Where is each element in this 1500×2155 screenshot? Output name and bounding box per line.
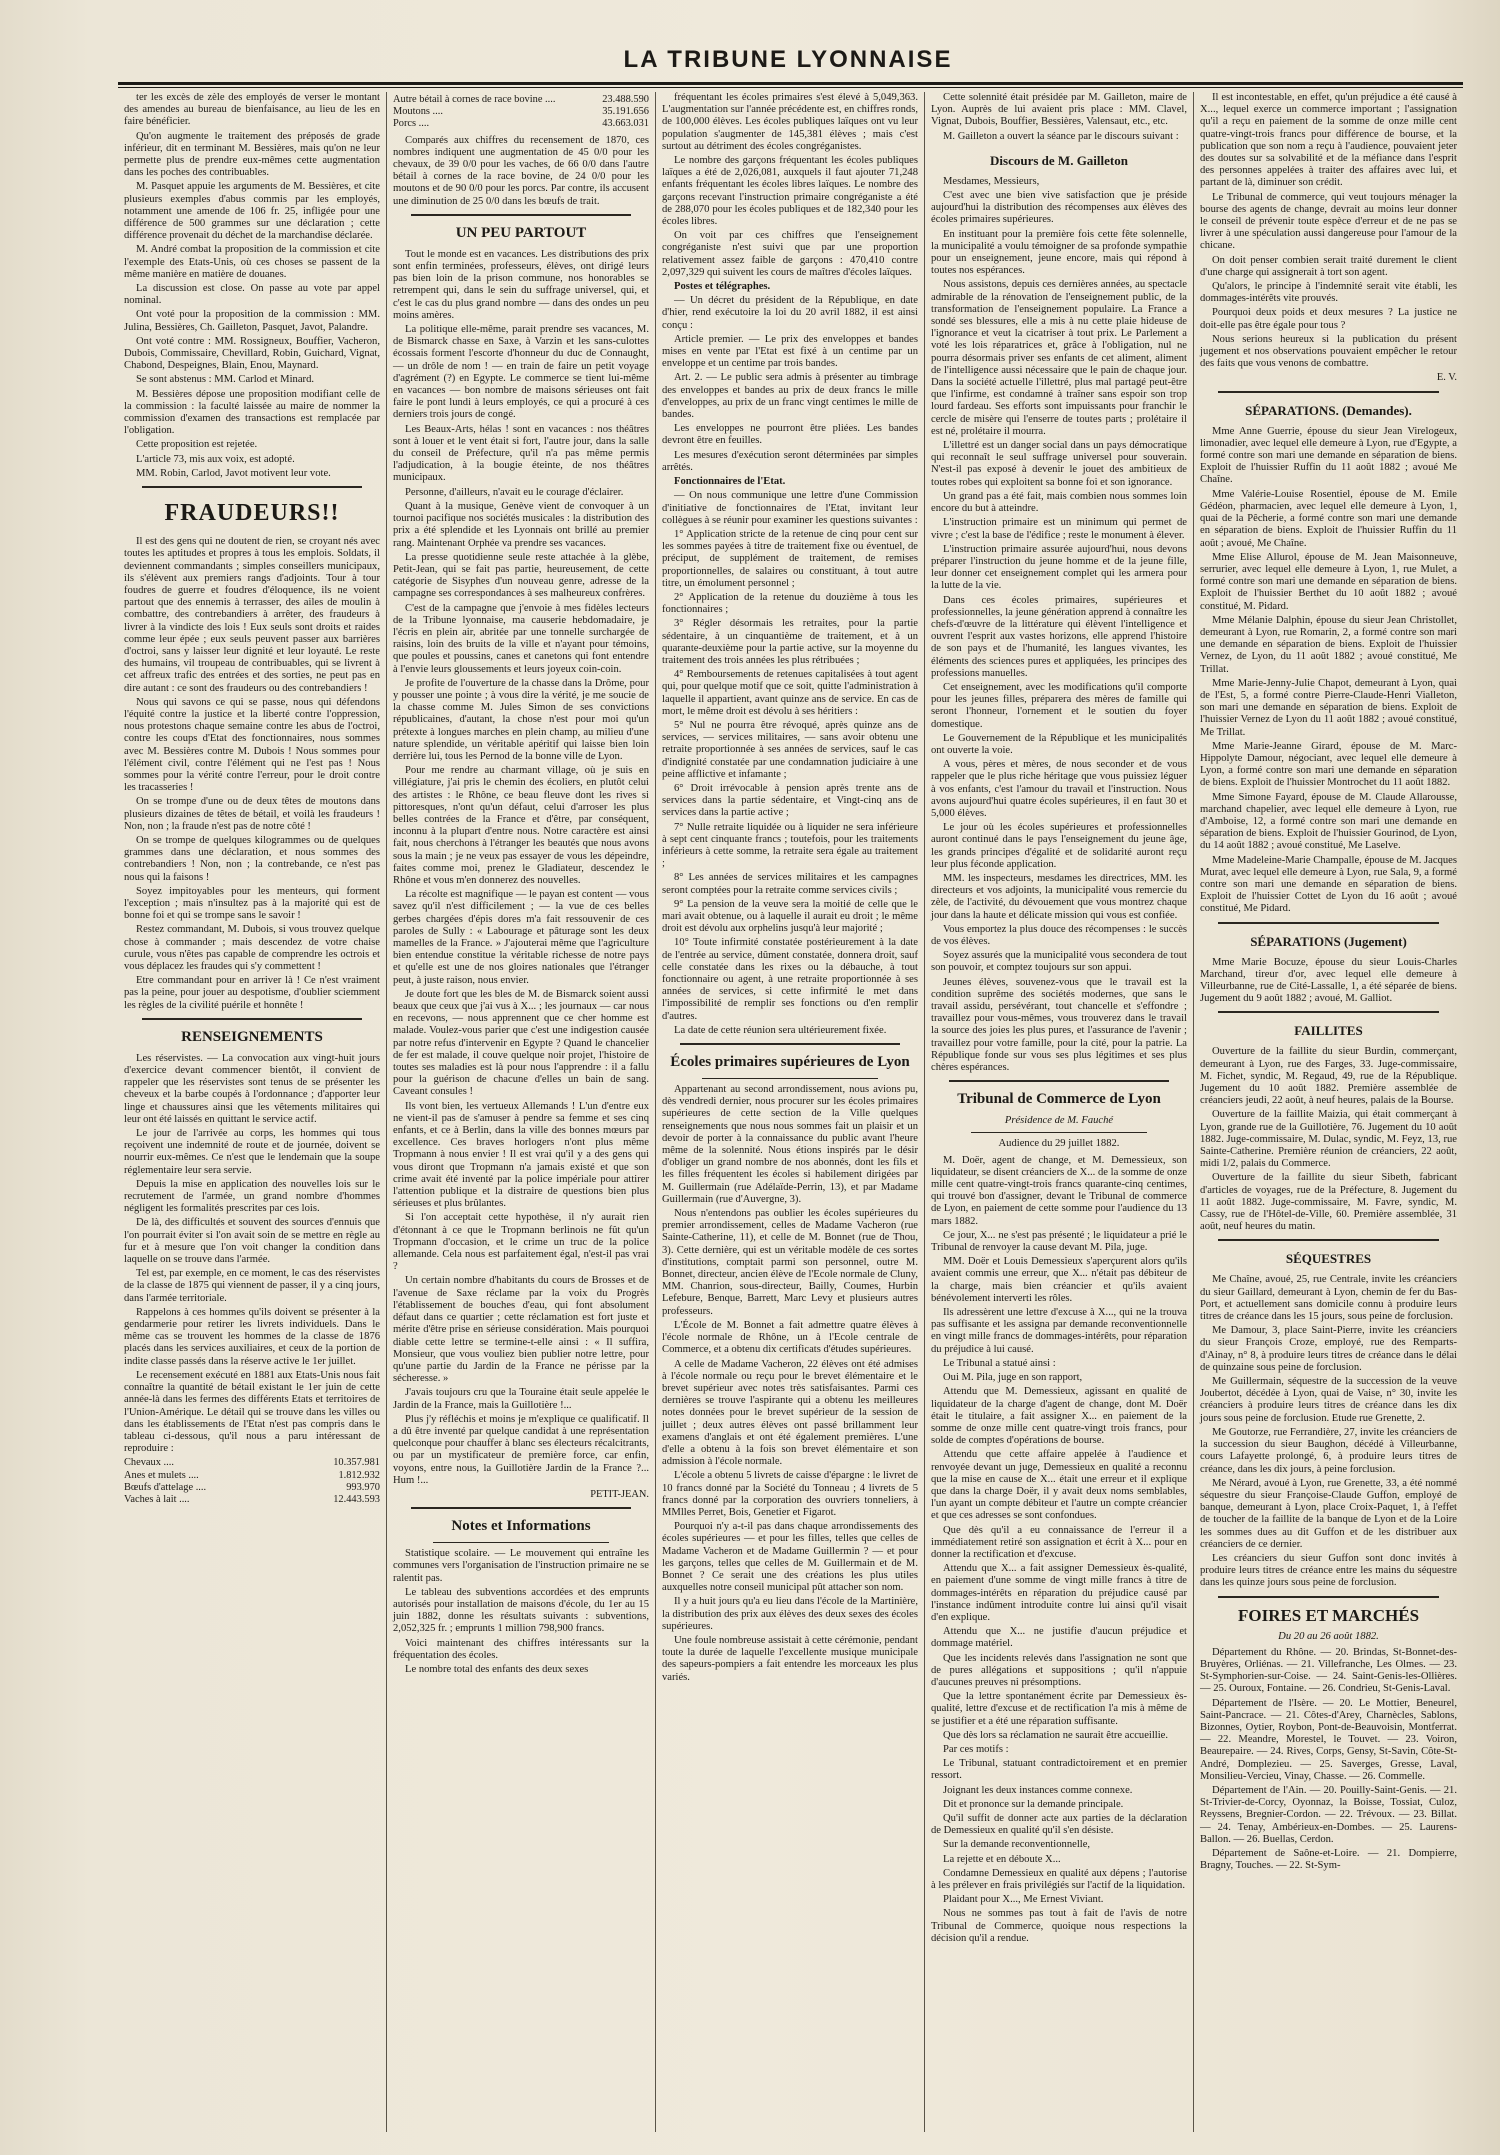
paragraph: 1° Application stricte de la retenue de cinq pour cent sur les sommes payées à titre de traitement fixe ou éventuel, de préciput, de supplément de traitement, de remises proportionnelles, de salaires ou constituant, à tout autre titre, un émolument personnel ; (662, 528, 918, 589)
paragraph: Les enveloppes ne pourront être pliées. Les bandes devront être en feuilles. (662, 423, 918, 447)
paragraph: Le Tribunal, statuant contradictoirement et en premier ressort. (931, 1758, 1187, 1782)
paragraph: Nous n'entendons pas oublier les écoles supérieures du premier arrondissement, celles de Madame Vacheron (rue Sainte-Catherine, 11), et celle de M. Bonnet (rue de Thou, 3). Cette dernière, qui est un véritable modèle de ces sortes d'institutions, comptait parmi son personnel, outre M. Bonnet, directeur, ancien élève de l'Ecole normale de Cluny, MM. Chanrion, sous-directeur, Bailly, Coumes, Hurbin Lefebure, Benque, Barrett, Marc Levy et plusieurs autres professeurs. (662, 1208, 918, 1317)
paragraph: Je profite de l'ouverture de la chasse dans la Drôme, pour y pousser une pointe ; à vous dire la vérité, je me soucie de la chasse comme M. Jules Simon de ses convictions républicaines, d'autant, la chose n'est pour moi qu'un prétexte à longues marches en plein champ, au milieu d'une nature splendide, un véritable apéritif qui laisse bien loin derrière lui, tous les Pernod de la bonne ville de Lyon. (393, 677, 649, 762)
stats-label: Chevaux .... (124, 1457, 174, 1469)
paragraph: Pourquoi n'y a-t-il pas dans chaque arrondissements des écoles supérieures — et pour les filles, telles que celles de Madame Vacheron et de Madame Guillermin ? — et pour les garçons, telles que celles de M. Guillermain et de M. Bonnet ? Ce serait une des créations les plus utiles auxquelles notre conseil municipal pût attacher son nom. (662, 1521, 918, 1594)
stats-row (124, 1482, 380, 1494)
paragraph: Restez commandant, M. Dubois, si vous trouvez quelque chose à commander ; mais descendez de votre chaise curule, vous n'êtes pas capable de comprendre les octrois et vous déplacez les fraudes qui s'y commettent ! (124, 924, 380, 972)
paragraph: Sur la demande reconventionnelle, (943, 1839, 1091, 1851)
tribunal-date: Audience du 29 juillet 1882. (998, 1138, 1120, 1150)
stats-row (393, 118, 649, 130)
paragraph: Mme Mélanie Dalphin, épouse du sieur Jean Christollet, demeurant à Lyon, rue Romarin, 2, a formé contre son mari une demande en séparation de biens. Exploit de l'huissier Vernez, de Lyon, du 11 août 1882 ; avoué constitué, Me Trillat. (1200, 614, 1457, 675)
paragraph: Nous assistons, depuis ces dernières années, au spectacle admirable de la rénovation de l'enseignement public, de la transformation de l'enseignement populaire. La France a sondé ses blessures, elle a mis à nu cette plaie hideuse de l'ignorance et veut la cicatriser à tout prix. Le Parlement a voté les lois réparatrices et, grâce à l'obligation, nul ne pourra désormais priver ses enfants de cet aliment, aliment de l'intelligence aussi nécessaire que le pain de chaque jour. Dans la société actuelle l'illettré, plus mal partagé peut-être que l'infirme, est condamné à traîner sans espoir son trop lourd fardeau. Ses efforts sont impuissants pour franchir le cercle de misère qui l'enserre de toutes parts ; prolétaire il est né, prolétaire il mourra. (931, 279, 1187, 437)
paragraph: Attendu que X... ne justifie d'aucun préjudice et dommage matériel. (931, 1626, 1187, 1650)
paragraph: Plaidant pour X..., Me Ernest Viviant. (943, 1894, 1104, 1906)
column-2 (387, 92, 656, 2132)
paragraph: Le Tribunal a statué ainsi : (943, 1357, 1056, 1369)
fonct-lead: Fonctionnaires de l'Etat. (674, 476, 786, 488)
paragraph: L'article 73, mis aux voix, est adopté. (136, 453, 295, 465)
paragraph: Ouverture de la faillite Maizia, qui était commerçant à Lyon, grande rue de la Guillotière, 76. Jugement du 10 août 1882. Juge-commissaire, M. Dulac, syndic, M. Feyz, 13, rue Sainte-Catherine. Première réunion de créanciers, 22 août, midi 1/2, palais du Commerce. (1200, 1109, 1457, 1170)
paragraph: On doit penser combien serait traité durement le client d'une charge qui assignerait à tort son agent. (1200, 254, 1457, 278)
stats-value: 35.191.656 (602, 106, 649, 118)
paragraph: Mme Marie-Jeanne Girard, épouse de M. Marc-Hippolyte Damour, négociant, avec lequel elle demeure à Lyon, a formé contre son mari une demande en séparation de biens. Exploit de l'huissier Montrochet du 11 août 1882. (1200, 740, 1457, 789)
divider (1218, 391, 1439, 393)
foires-list (1200, 1647, 1457, 1873)
paragraph: Ils vont bien, les vertueux Allemands ! L'un d'entre eux ne vient-il pas de s'amuser à pendre sa femme et ses cinq enfants, et ce à Berlin, dans la ville des bonnes mœurs par excellence. Ces braves horlogers n'ont plus même Tropmann à nous envier ! Il est vrai qu'il y a des gens qui vous diront que Tropmann n'a jamais existé et que son crime avait été inventé par la police impériale pour attirer l'attention publique et la distraire de questions bien plus sérieuses et plus brûlantes. (393, 1100, 649, 1210)
separations-jugement-list (1200, 957, 1457, 1006)
paragraph: Jeunes élèves, souvenez-vous que le travail est la condition suprême des sociétés modernes, que sans le travail assidu, persévérant, tout chancelle et s'effondre ; travaillez pour vous-mêmes, vous trouverez dans le travail la source des joies les plus pures, et l'assurance de l'avenir ; travaillez pour votre famille, pour la cité, pour la patrie. La République fonde sur vous ses plus légitimes et ses plus chères espérances. (931, 976, 1187, 1074)
col1-intro (124, 92, 380, 480)
paragraph: 6° Droit irrévocable à pension après trente ans de services dans la partie sédentaire, et Vingt-cinq ans de services dans la partie active ; (662, 782, 918, 819)
stats-label: Autre bétail à cornes de race bovine .... (393, 94, 556, 105)
paragraph: Article premier. — Le prix des enveloppes et bandes mises en vente par l'Etat est fixé à un centime par un enveloppe et un centime par trois bandes. (662, 333, 918, 370)
paragraph: Ils adressèrent une lettre d'excuse à X..., qui ne la trouva pas suffisante et les assigna par demande reconventionnelle en vingt mille francs de dommages-intérêts, pour réparation du préjudice à lui causé. (931, 1307, 1187, 1355)
faillites-title: FAILLITES (1294, 1023, 1363, 1039)
paragraph: Le Gouvernement de la République et les municipalités ont ouverte la voie. (931, 732, 1187, 756)
paragraph: On se trompe de quelques kilogrammes ou de quelques grammes dans une déclaration, et nous sommes des contrebandiers ! Non, non ; la contrebande, ce n'est pas nous qui la faisons ! (124, 834, 380, 883)
paragraph: A celle de Madame Vacheron, 22 élèves ont été admises à l'école normale ou reçu pour le brevet élémentaire et le brevet supérieur avec notes très satisfaisantes. Parmi ces dernières se trouve l'aspirante qui a obtenu les meilleures notes données pour le brevet supérieur de la session de juillet ; deux autres élèves ont passé brillamment leur examens d'anglais et ont été également premières. L'une d'elle a obtenu à la fois son brevet élémentaire et son admission à l'école normale. (662, 1358, 918, 1468)
paragraph: Vous emportez la plus douce des récompenses : le succès de vos élèves. (931, 923, 1187, 947)
masthead-rule (118, 82, 1463, 85)
paragraph: Les créanciers du sieur Guffon sont donc invités à produire leurs titres de créance entre les mains du séquestre dans les quinze jours sous peine de forclusion. (1200, 1552, 1457, 1589)
paragraph: Depuis la mise en application des nouvelles lois sur le recrutement de l'armée, un grand nombre d'hommes négligent les formalités prescrites par ces lois. (124, 1178, 380, 1215)
stats-value: 23.488.590 (602, 94, 649, 105)
postes-lead: Postes et télégraphes. (674, 281, 771, 293)
paragraph: — Un décret du président de la République, en date d'hier, rend exécutoire la loi du 20 avril 1882, il est ainsi conçu : (662, 295, 918, 331)
divider (433, 1542, 609, 1543)
stats-row (124, 1457, 380, 1469)
paragraph: La discussion est close. On passe au vote par appel nominal. (124, 283, 380, 307)
paragraph: Plus j'y réfléchis et moins je m'explique ce qualificatif. Il a dû être inventé par quelque candidat à une représentation quelconque pour chauffer à blanc ses électeurs récalcitrants, ou par un mystificateur de première force, car enfin, voyons, entre nous, la Guillotière Jardin de la France ?... Hum !... (393, 1413, 649, 1486)
col2-intro (393, 135, 649, 208)
partout-title: UN PEU PARTOUT (455, 224, 587, 241)
paragraph: L'école a obtenu 5 livrets de caisse d'épargne : le livret de 10 francs donné par la Société du Tonneau ; 4 livrets de 5 francs donné par la corporation des ouvriers tonneliers, à MMlles Perret, Bois, Genetier et Figarot. (662, 1470, 918, 1518)
ecoles-article (662, 1084, 918, 1684)
col4-intro (931, 92, 1187, 143)
paragraph: A vous, pères et mères, de nous seconder et de vous rappeler que le plus riche héritage que vous puissiez léguer à vos enfants, c'est l'amour du travail et l'instruction. Nous avons aujourd'hui quatre écoles supérieures, il en faut 30 et 5,000 élèves. (931, 759, 1187, 819)
paragraph: Ouverture de la faillite du sieur Sibeth, fabricant d'articles de voyages, rue de la Préfecture, 8. Jugement du 11 août 1882. Juge-commissaire, M. Favre, syndic, M. Cassy, rue de l'Hôtel-de-Ville, 60. Première assemblée, 31 août, neuf heures du matin. (1200, 1172, 1457, 1233)
paragraph: Mme Elise Allurol, épouse de M. Jean Maisonneuve, serrurier, avec lequel elle demeure à Lyon, 1, rue Mulet, a formé contre son mari une demande en séparation de biens. Exploit de l'huissier Berthet du 10 août 1882 ; avoué constitué, M. Pidard. (1200, 551, 1457, 612)
paragraph: Ont voté contre : MM. Rossigneux, Bouffier, Vacheron, Dubois, Commissaire, Chevillard, Robin, Guichard, Vignat, Chabond, Despeignes, Blain, Enou, Maynard. (124, 335, 380, 372)
columns (118, 92, 1463, 2132)
paragraph: 2° Application de la retenue du douzième à tous les fonctionnaires ; (662, 591, 918, 616)
paragraph: J'avais toujours cru que la Touraine était seule appelée le Jardin de la France, mais la Guillotière !... (393, 1387, 649, 1411)
paragraph: L'instruction primaire assurée aujourd'hui, nous devons préparer l'instruction du jeune homme et de la jeune fille, leur donner cet enseignement complet qui les armera pour la lutte de la vie. (931, 543, 1187, 592)
col3-intro (662, 92, 918, 279)
paragraph: Mme Simone Fayard, épouse de M. Claude Allarousse, marchand chapelier, avec lequel elle demeure à Lyon, rue d'Amboise, 12, a formé contre son mari une demande en séparation de biens. Exploit de l'huissier Gourinod, de Lyon, du 14 août 1882 ; avoué constitué, Me Laselve. (1200, 791, 1457, 852)
paragraph: Tel est, par exemple, en ce moment, le cas des réservistes de la classe de 1875 qui viennent de passer, il y a cinq jours, dans l'armée territoriale. (124, 1268, 380, 1304)
divider (1218, 922, 1439, 924)
paragraph: La récolte est magnifique — le payan est content — vous savez qu'il n'est difficilement ; — la vue de ces belles gerbes chargées d'épis dores m'a fait ressouvenir de ces paroles de Sully : « Labourage et pâturage sont les deux mamelles de la France. » J'ajouterai même que l'agriculture bien entendue constitue la véritable richesse de notre pays et qu'elle est une de nos gloires nationales que l'étranger peut, à juste raison, nous envier. (393, 889, 649, 986)
stats-value: 43.663.031 (602, 118, 649, 130)
paragraph: Les réservistes. — La convocation aux vingt-huit jours d'exercice devant commencer bientôt, il convient de rappeler que les réservistes sont tenus de se présenter les cheveux et la barbe coupés à l'ordonnance ; d'apporter leur linge et chaussures ainsi que les vêtements militaires qui leur ont été laissés en quittant le service actif. (124, 1052, 380, 1125)
paragraph: Que dès qu'il a eu connaissance de l'erreur il a immédiatement retiré son assignation et écrit à X... pour en donner la rectification et d'excuse. (931, 1524, 1187, 1560)
paragraph: Attendu que cette affaire appelée à l'audience et renvoyée devant un juge, Demessieux en qualité a reconnu que la mise en cause de X... était une erreur et il explique que dans la charge Doër, il y avait deux noms semblables, l'un ayant un compte débiteur et l'autre un compte créancier et que ces adresses se sont confondues. (931, 1449, 1187, 1522)
paragraph: Mme Marie-Jenny-Julie Chapot, demeurant à Lyon, quai de l'Est, 5, a formé contre Pierre-Claude-Henri Vialleton, son mari une demande en séparation de biens. Exploit de l'huissier Vernez de Lyon du 11 août 1882 ; avoué constitué, Me Trillat. (1200, 677, 1457, 738)
paragraph: Que dès lors sa réclamation ne saurait être accueillie. (943, 1729, 1169, 1741)
paragraph: Il y a huit jours qu'a eu lieu dans l'école de la Martinière, la distribution des prix aux élèves des deux sexes des écoles supérieures. (662, 1596, 918, 1632)
masthead-rule-thin (118, 87, 1463, 88)
paragraph: Soyez assurés que la municipalité vous secondera de tout son pouvoir, et comptez toujours sur son appui. (931, 950, 1187, 974)
paragraph: Les Beaux-Arts, hélas ! sont en vacances : nos théâtres sont à louer et le vent était si fort, l'autre jour, dans la salle du conseil de Préfecture, qu'il n'a pas même permis l'adjudication, à la bougie éteinte, de nos théâtres municipaux. (393, 423, 649, 484)
paragraph: Oui M. Pila, juge en son rapport, (943, 1372, 1083, 1384)
paragraph: Se sont abstenus : MM. Carlod et Minard. (136, 374, 315, 386)
paragraph: 7° Nulle retraite liquidée ou à liquider ne sera inférieure à sept cent cinquante francs ; toutefois, pour les traitements inférieurs à cette somme, la retraite sera égale au traitement ; (662, 821, 918, 870)
paragraph: Que les incidents relevés dans l'assignation ne sont que de pures allégations et suppositions ; qu'il n'appuie d'aucunes preuves ni présomptions. (931, 1652, 1187, 1688)
divider (142, 1018, 362, 1020)
paragraph: Pourquoi deux poids et deux mesures ? La justice ne doit-elle pas être égale pour tous ? (1200, 307, 1457, 331)
paragraph: C'est avec une bien vive satisfaction que je préside aujourd'hui la distribution des récompenses aux élèves des écoles primaires supérieures. (931, 190, 1187, 226)
paragraph: — On nous communique une lettre d'une Commission d'initiative de fonctionnaires de l'Etat, invitant leur collègues à se réunir pour examiner les questions suivantes : (662, 490, 918, 526)
divider (949, 1080, 1169, 1082)
paragraph: Je doute fort que les bles de M. de Bismarck soient aussi beaux que ceux que j'ai vus à X... ; les journaux — car nous en recevons, — nous apprennent que ce cher homme est malade. Voulez-vous parier que c'est une indigestion causée par notre refus d'intervenir en Egypte ? Quand le chancelier de fer est malade, il couve quelque noir projet, l'histoire de toutes ses maladies est là pour nous l'apprendre : il a fallu pour la guérison de chacune d'elles un bain de sang. Caveant consules ! (393, 988, 649, 1098)
divider (1218, 1011, 1439, 1013)
paragraph: L'instruction primaire est un minimum qui permet de vivre ; c'est la base de l'édifice ; reste le monument à élever. (931, 517, 1187, 541)
paragraph: Le nombre total des enfants des deux sexes (405, 1663, 589, 1675)
tribunal-subtitle: Présidence de M. Fauché (1004, 1115, 1114, 1127)
paragraph: Attendu que X... a fait assigner Demessieux ès-qualité, en paiement d'une somme de vingt mille francs à titre de dommages-intérêts en réparation du préjudice causé par l'instance indûment introduite contre lui ainsi qu'il visait d'en explique. (931, 1563, 1187, 1623)
fonct-article (662, 490, 918, 1037)
paragraph: Mme Marie Bocuze, épouse du sieur Louis-Charles Marchand, tireur d'or, avec lequel elle demeure à Villeurbanne, rue de Cité-Lassalle, 1, a été séparée de biens. Jugement du 9 août 1882 ; avoué, M. Galliot. (1200, 956, 1457, 1005)
paragraph: Me Goutorze, rue Ferrandière, 27, invite les créanciers de la succession du sieur Baughon, décédé à Villeurbanne, cours Lafayette prolongé, 6, à produire leurs titres de créance, dans les dix jours, à peine forclusion. (1200, 1426, 1457, 1475)
paragraph: Qu'on augmente le traitement des préposés de grade inférieur, dit en terminant M. Bessières, mais qu'on ne leur permette plus de prendre eux-mêmes cette augmentation dans les poches des contribuables. (124, 130, 380, 179)
stats-label: Anes et mulets .... (124, 1469, 199, 1481)
paragraph: M. Doër, agent de change, et M. Demessieux, son liquidateur, se disent créanciers de X... de la somme de onze mille cent quatre-vingt-trois francs quarante-cinq centimes, qui trouvé bon d'assigner, devant le Tribunal de commerce de Lyon, en paiement de cette somme pour l'audience du 13 mars 1882. (931, 1154, 1187, 1227)
paragraph: Par ces motifs : (943, 1743, 1009, 1755)
paragraph: Cette solennité était présidée par M. Gailleton, maire de Lyon. Auprès de lui avaient pris place : MM. Clavel, Vignat, Dubois, Bouffier, Bessières, Valensaut, etc., etc. (931, 92, 1187, 128)
column-5 (1194, 92, 1463, 2132)
paragraph: M. Gailleton a ouvert la séance par le discours suivant : (943, 130, 1179, 142)
stats-label: Porcs .... (393, 118, 430, 130)
paragraph: M. Pasquet appuie les arguments de M. Bessières, et cite plusieurs exemples d'abus commis par les employés, notamment une amende de 106 fr. 25, infligée pour une différence de 500 grammes sur une déclaration ; cette différence provenait du déchet de la marchandise déclarée. (124, 181, 380, 242)
ecoles-title: Écoles primaires supérieures de Lyon (670, 1054, 910, 1071)
paragraph: Une foule nombreuse assistait à cette cérémonie, pendant toute la durée de laquelle l'excellente musique municipale des sapeurs-pompiers a fait entendre les morceaux les plus variés. (662, 1634, 918, 1683)
divider (702, 1078, 878, 1079)
separations-jugement-title: SÉPARATIONS (Jugement) (1250, 933, 1407, 949)
divider (142, 486, 362, 488)
paragraph: La politique elle-même, parait prendre ses vacances, M. de Bismarck chasse en Saxe, à Varzin et les sans-culottes écossais forment l'escorte d'honneur du duc de Connaught, — un drôle de nom ! — en train de faire un petit voyage d'agrément (?) en Egypte. Le commerce se tient lui-même en vacances — bon nombre de maisons sérieuses ont fait faire le pont lundi à leurs employés, ce qui a procuré à ces derniers trois jours de congé. (393, 324, 649, 421)
paragraph: Dit et prononce sur la demande principale. (943, 1798, 1124, 1810)
paragraph: Attendu que M. Demessieux, agissant en qualité de liquidateur de la charge d'agent de change, dont M. Doër était le titulaire, a fait assigner X... en paiement de la somme de onze mille cent quatre-vingt trois francs, pour solde de comptes d'opérations de bourse. (931, 1386, 1187, 1447)
paragraph: Ont voté pour la proposition de la commission : MM. Julina, Bessières, Ch. Gailleton, Pasquet, Javot, Palandre. (124, 309, 380, 333)
paragraph: Me Nérard, avoué à Lyon, rue Grenette, 33, a été nommé séquestre du sieur Françoise-Claude Guffon, employé de banque, demeurant à Lyon, place Croix-Paquet, 1, à l'effet de toucher de la faillite de la banque de Lyon et de la Loire les sommes dues au dit Guffon et de les distribuer aux créanciers de ce dernier. (1200, 1477, 1457, 1550)
paragraph: MM. les inspecteurs, mesdames les directrices, MM. les directeurs et vos adjoints, la municipalité vous remercie du zèle, de l'activité, du dévouement que vous montrez chaque jour dans la haute et délicate mission qui vous est confiée. (931, 872, 1187, 921)
paragraph: 9° La pension de la veuve sera la moitié de celle que le mari avait obtenue, ou à laquelle il aurait eu droit ; le même droit est dévolu aux orphelins jusqu'à leur majorité ; (662, 898, 918, 935)
paragraph: C'est de la campagne que j'envoie à mes fidèles lecteurs de la Tribune lyonnaise, ma causerie hebdomadaire, je l'écris en plein air, abritée par une tonnelle surchargée de raisins, loin des bruits de la ville et n'ayant pour témoins, que poules et poussins, canes et canetons qui font entendre à l'envie leurs gloussements et leurs joyeux coin-coin. (393, 602, 649, 675)
column-3 (656, 92, 925, 2132)
paragraph: 5° Nul ne pourra être révoqué, après quinze ans de services, — services militaires, — sans avoir obtenu une retraite proportionnée à ses années de services, sauf le cas d'indignité constatée par une condamnation judiciaire à une peine afflictive et infamante ; (662, 719, 918, 780)
notes-title: Notes et Informations (451, 1518, 591, 1535)
paragraph: 8° Les années de services militaires et les campagnes seront comptées pour la retraite comme services civils ; (662, 872, 918, 896)
stats-value: 12.443.593 (333, 1493, 380, 1505)
paragraph: Un certain nombre d'habitants du cours de Brosses et de l'avenue de Saxe réclame par la voix du Progrès l'établissement de bouches d'eau, qui font absolument défaut dans ce quartier ; cette réclamation est fort juste et mérite d'être prise en sérieuse considération. Mais pourquoi diable cette lettre se termine-t-elle ainsi : « Il suffira, Monsieur, que vous vouliez bien publier notre lettre, pour qu'une partie du Jardin de la France ne périsse par la sécheresse. » (393, 1275, 649, 1385)
renseignements-title: RENSEIGNEMENTS (181, 1028, 323, 1045)
paragraph: Rappelons à ces hommes qu'ils doivent se présenter à la gendarmerie pour retirer les livrets individuels. Dans le même cas se trouvent les hommes de la classe de 1876 placés dans les services auxiliaires, et ceux de la portion de indite classe passés dans la réserve active le 1er juillet. (124, 1306, 380, 1367)
paragraph: Les mesures d'exécution seront déterminées par simples arrêtés. (662, 449, 918, 473)
tribunal-title: Tribunal de Commerce de Lyon (957, 1091, 1161, 1108)
stats-row (393, 106, 649, 118)
paragraph: 3° Régler désormais les retraites, pour la partie sédentaire, à un cinquantième de traitement, et à un quarante-deuxième pour la partie active, sur la moyenne du traitement des trois années les plus rétribuées ; (662, 618, 918, 666)
paragraph: La rejette et en déboute X... (943, 1853, 1061, 1865)
stats-label: Moutons .... (393, 106, 443, 118)
stats-row (124, 1494, 380, 1506)
paragraph: Que la lettre spontanément écrite par Demessieux ès-qualité, lettre d'excuse et de rectification l'a mis à même de se justifier et a été une réparation suffisante. (931, 1691, 1187, 1727)
paragraph: Le recensement exécuté en 1881 aux Etats-Unis nous fait connaître la quantité de bétail existant le 1er juin de cette année-là dans les fermes des différents Etats et territoires de l'Union-Amérique. Le détail qui se trouve dans les villes ou dans les établissements de l'Etat n'est pas compris dans le tableau ci-dessous, qu'il nous a paru intéressant de reproduire : (124, 1369, 380, 1455)
paragraph: 4° Remboursements de retenues capitalisées à tout agent qui, pour quelque motif que ce soit, quitte l'administration à laquelle il appartient, avant quinze ans de service. En cas de mort, le même droit est dévolu à ses héritiers : (662, 669, 918, 717)
paragraph: Si l'on acceptait cette hypothèse, il n'y aurait rien d'étonnant à ce que le Tropmann berlinois ne fût qu'un Tropmann d'occasion, et le crime un truc de la police allemande. Cela nous est parfaitement égal, n'est-il pas vrai ? (393, 1212, 649, 1273)
sequestres-title: SÉQUESTRES (1285, 1251, 1372, 1267)
paragraph: Département de l'Isère. — 20. Le Mottier, Beneurel, Saint-Pancrace. — 21. Côtes-d'Arey, Charnècles, Sablons, Bizonnes, Oytier, Roybon, Pont-de-Beauvoisin, Montferrat. — 22. Meandre, Morestel, le Touvet. — 23. Voiron, Beaurepaire. — 24. Rives, Corps, Gensy, St-Savin, Côte-St-André, Domplezieu. — 25. Saverges, Gresse, Laval, Monsilieu-Vercieu, Vinay, Chasse. — 26. Commelle. (1200, 1697, 1457, 1782)
paragraph: fréquentant les écoles primaires s'est élevé à 5,049,363. L'augmentation sur l'année précédente est, en chiffres ronds, de 100,000 élèves. Les écoles publiques laïques ont vu leur population s'augmenter de 145,381 élèves ; mais c'est surtout au détriment des écoles congréganistes. (662, 92, 918, 152)
paragraph: ter les excès de zèle des employés de verser le montant des amendes au bureau de bienfaisance, au lieu de les en faire bénéficier. (124, 92, 380, 128)
paragraph: Nous serions heureux si la publication du présent jugement et nos observations pouvaient empêcher le retour des faits que vous venons de combattre. (1200, 333, 1457, 370)
column-1 (118, 92, 387, 2132)
paragraph: On se trompe d'une ou de deux têtes de moutons dans plusieurs dizaines de têtes de bétail, et voilà les fraudeurs ! Non, non ; la fraude n'est pas de notre côté ! (124, 796, 380, 832)
paragraph: Nous ne sommes pas tout à fait de l'avis de notre Tribunal de Commerce, quoique nous respections la décision qu'il a rendue. (931, 1908, 1187, 1944)
masthead: LA TRIBUNE LYONNAISE (623, 46, 953, 73)
paragraph: Qu'il suffit de donner acte aux parties de la déclaration de Demessieux en qualité qu'il s'en désiste. (931, 1813, 1187, 1837)
paragraph: Pour me rendre au charmant village, où je suis en villégiature, j'ai pris le chemin des écoliers, en plutôt celui des artistes : le Rhône, ce beau fleuve dont les rives si pittoresques, n'ont qu'un défaut, celui d'arroser les plus belles contrées de la France et d'être, par conséquent, inconnu à la plupart d'entre nous. Notre caractère est ainsi fait, nous cherchons à l'étranger les beautés que nous avons sous la main ; je ne veux pas essayer de vous les dépeindre, faites comme moi, prenez le Gladiateur, descendez le Rhône et vous m'en donnerez des nouvelles. (393, 765, 649, 886)
paragraph: Qu'alors, le principe à l'indemnité serait vite établi, les dommages-intérêts vite prouvés. (1200, 281, 1457, 305)
paragraph: De là, des difficultés et souvent des sources d'ennuis que l'on pourrait éviter si l'on avait soin de se mettre en règle au fur et à mesure que l'on voit changer la condition dans laquelle on se trouve dans l'armée. (124, 1217, 380, 1266)
paragraph: On voit par ces chiffres que l'enseignement congréganiste n'est suivi que par une proportion relativement assez faible de garçons : 470,410 contre 2,097,329 qui suivent les cours de maîtres d'écoles laïques. (662, 230, 918, 278)
foires-title: FOIRES ET MARCHÉS (1237, 1605, 1420, 1625)
paragraph: Nous qui savons ce qui se passe, nous qui défendons l'équité contre la justice et la liberté contre l'oppression, nous protestons chaque semaine contre les abus de l'octroi, contre les coups d'Etat des fonctionnaires, nous sommes avec M. Bessières contre M. Dubois ! Nous sommes pour l'élément civil, contre l'élément qui ne l'est pas ! Nous sommes pour la vérité contre l'erreur, pour le droit contre les tracasseries ! (124, 696, 380, 794)
discours-article (931, 176, 1187, 1074)
stats-label: Bœufs d'attelage .... (124, 1481, 207, 1493)
paragraph: En instituant pour la première fois cette fête solennelle, la municipalité a voulu témoigner de sa profonde sympathie pour un enseignement, jeune encore, mais qui répond à toutes nos espérances. (931, 228, 1187, 277)
paragraph: Le jour où les écoles supérieures et professionnelles auront continué dans le pays l'enseignement du jeune âge, les grands principes d'égalité et de solidarité auront reçu leur plus féconde application. (931, 822, 1187, 870)
paragraph: Département du Rhône. — 20. Brindas, St-Bonnet-des-Bruyères, Orliénas. — 21. Villefranche, Les Olmes. — 23. St-Symphorien-sur-Coise. — 24. Saint-Genis-les-Ollières. — 25. Ouroux, Fontaine. — 26. Condrieu, St-Genis-Laval. (1200, 1646, 1457, 1695)
paragraph: Mme Madeleine-Marie Champalle, épouse de M. Jacques Murat, avec lequel elle demeure à Lyon, rue Sala, 9, a formé contre son mari une demande en séparation de biens. Exploit de l'huissier Cottet de Lyon du 16 août ; avoué constitué, Me Pidard. (1200, 854, 1457, 915)
discours-title: Discours de M. Gailleton (990, 152, 1128, 168)
partout-article (393, 249, 649, 1487)
divider (411, 214, 631, 216)
separations-demandes-title: SÉPARATIONS. (Demandes). (1245, 402, 1412, 418)
stats-value: 10.357.981 (333, 1457, 380, 1469)
divider (1218, 1239, 1439, 1241)
paragraph: Département de l'Ain. — 20. Pouilly-Saint-Genis. — 21. St-Trivier-de-Corcy, Oyonnaz, la Boisse, Tossiat, Culoz, Reyssens, Bregnier-Cordon. — 22. Trévoux. — 23. Billat. — 24. Tenay, Ambérieux-en-Dombes. — 25. Laurens-Ballon. — 26. Buellas, Cerdon. (1200, 1784, 1457, 1845)
column-4 (925, 92, 1194, 2132)
col5-signature: E. V. (1436, 372, 1457, 384)
paragraph: Art. 2. — Le public sera admis à présenter au timbrage des enveloppes et bandes au prix de deux francs le mille d'enveloppes, au prix de un franc vingt centimes le mille de bandes. (662, 372, 918, 421)
paragraph: Cet enseignement, avec les modifications qu'il comporte pour les jeunes filles, préparera des mères de famille qui seront l'honneur, l'ornement et le soutien du foyer domestique. (931, 681, 1187, 730)
renseignements-article (124, 1053, 380, 1456)
faillites-list (1200, 1046, 1457, 1233)
paragraph: Il est des gens qui ne doutent de rien, se croyant nés avec toutes les aptitudes et propres à tous les emplois. Soldats, il deviennent commandants ; simples conseillers municipaux, ils s'élèvent aux premiers rangs d'adjoints. Tour à tour foudres de guerre et foudres d'éloquence, ils ne voient partout que des ennemis à terrasser, des ailes de moulin à combattre, des contrebandiers à arrêter, des fraudeurs à livrer à la vindicte des lois ! Eux seuls sont droits et raides comme leur épée ; eux seuls peuvent passer aux barrières d'octroi, sans y laisser leur dignité et leur loyauté. Le reste des humains, vil troupeau de contribuables, qui se livrent à cet affreux trafic des entrées et des sorties, ne peut pas en dire autant : ce sont des fraudeurs ou des contrebandiers ! (124, 536, 380, 694)
paragraph: Me Chaîne, avoué, 25, rue Centrale, invite les créanciers du sieur Gaillard, demeurant à Lyon, chemin de fer du Bas-Port, et actuellement sans domicile connu à produire leurs titres de créance dans les 15 jours, sous peine de forclusion. (1200, 1274, 1457, 1323)
paragraph: Etre commandant pour en arriver là ! Ce n'est vraiment pas la peine, pour jouer au despotisme, d'oublier sciemment les règles de la civilité puérile et honnête ! (124, 975, 380, 1011)
divider (680, 1043, 900, 1045)
paragraph: MM. Doër et Louis Demessieux s'aperçurent alors qu'ils avaient commis une erreur, que X... n'était pas débiteur de la charge, mais bien créancier et qu'ils avaient bénévolement interverti les rôles. (931, 1256, 1187, 1304)
stats-row (124, 1470, 380, 1482)
paragraph: Ce jour, X... ne s'est pas présenté ; le liquidateur a prié le Tribunal de renvoyer la cause devant M. Pila, juge. (931, 1229, 1187, 1254)
paragraph: Ouverture de la faillite du sieur Burdin, commerçant, demeurant à Lyon, rue des Farges, 33. Juge-commissaire, M. Fichet, syndic, M. Regaud, 49, rue de la République. Jugement du 10 août 1882. Première assemblée de créanciers jeudi, 22 août, à neuf heures, palais de la Bourse. (1200, 1046, 1457, 1107)
paragraph: La presse quotidienne seule reste attachée à la glèbe, Petit-Jean, qui se fait pas partie, heureusement, de cette catégorie de Sisyphes d'un nouveau genre, adresse de la campagne ses correspondances à ses malheureux confrères. (393, 551, 649, 600)
paragraph: Département de Saône-et-Loire. — 21. Dompierre, Bragny, Touches. — 22. St-Sym- (1200, 1847, 1457, 1872)
paragraph: Comparés aux chiffres du recensement de 1870, ces nombres indiquent une augmentation de 45 0/0 pour les chevaux, de 39 0/0 pour les vaches, de 66 0/0 dans l'autre bétail à cornes de la race bovine, de 24 0/0 pour les moutons et de 90 0/0 pour les porcs. Par contre, ils accusent une diminution de 25 0/0 dans les bœufs de trait. (393, 134, 649, 207)
cattle-stats-table-cont (393, 94, 649, 131)
paragraph: MM. Robin, Carlod, Javot motivent leur vote. (136, 467, 331, 479)
paragraph: Mme Valérie-Louise Rosentiel, épouse de M. Emile Gédéon, pharmacien, avec lequel elle demeure à Lyon, 1, quai de la Pêcherie, a formé contre son mari une demande en séparation de biens. Exploit de l'huissier Ruffin du 11 août ; avoué, Me Chaîne. (1200, 488, 1457, 549)
stats-row (393, 94, 649, 106)
paragraph: Condamne Demessieux en qualité aux dépens ; l'autorise à les prélever en frais privilégiés sur l'actif de la liquidation. (931, 1867, 1187, 1892)
paragraph: Tout le monde est en vacances. Les distributions des prix sont enfin terminées, professeurs, élèves, ont dirigé leurs pas bien loin de la prison commune, nos honorables se retrempent qui, dans le sein du suffrage universel, qui, et c'est le cas du plus grand nombre — dans des ondes un peu moins amères. (393, 248, 649, 321)
paragraph: M. André combat la proposition de la commission et cite l'exemple des Etats-Unis, où ces choses se passent de la même manière en matière de douanes. (124, 244, 380, 280)
paragraph: Mme Anne Guerrie, épouse du sieur Jean Virelogeux, limonadier, avec lequel elle demeure à Lyon, rue d'Egypte, a formé contre son mari une demande en séparation de biens. Exploit de l'huissier Ruffin du 11 août 1882 ; avoué Me Chaîne. (1200, 425, 1457, 486)
paragraph: Quant à la musique, Genève vient de convoquer à un tournoi pacifique nos sociétés musicales : la distribution des prix a été splendide et les Lyonnais ont brillé au premier rang. Maintenant Orphée va prendre ses vacances. (393, 500, 649, 549)
paragraph: Dans ces écoles primaires, supérieures et professionnelles, la jeune génération apprend à connaître les chefs-d'œuvre de la littérature qui élèvent l'intelligence et ouvrent l'esprit aux vastes horizons, elle apprend l'histoire de son pays et de l'humanité, les langues vivantes, les éléments des sciences pures et appliquées, les principes des professions manuelles. (931, 594, 1187, 679)
divider (1218, 1596, 1439, 1598)
postes-article (662, 295, 918, 474)
paragraph: Le jour de l'arrivée au corps, les hommes qui tous reçoivent une indemnité de route et de journée, doivent se nourrir eux-mêmes. Ce n'est que le lendemain que la soupe réglementaire leur sera servie. (124, 1128, 380, 1176)
paragraph: Cette proposition est rejetée. (136, 439, 258, 451)
paragraph: Me Guillermain, séquestre de la succession de la veuve Joubertot, décédée à Lyon, quai de Vaise, n° 30, invite les créanciers à produire leurs titres de créance dans les dix jours sous peine de forclusion. Etude rue Grenette, 2. (1200, 1376, 1457, 1424)
cattle-stats-table (124, 1457, 380, 1506)
paragraph: Me Damour, 3, place Saint-Pierre, invite les créanciers du sieur François Croze, employé, rue des Remparts-d'Ainay, n° 8, à produire leurs titres de créance dans le délai de quinzaine sous peine de forclusion. (1200, 1325, 1457, 1373)
paragraph: Statistique scolaire. — Le mouvement qui entraîne les communes vers l'organisation de l'instruction primaire ne se ralentit pas. (393, 1548, 649, 1584)
paragraph: Voici maintenant des chiffres intéressants sur la fréquentation des écoles. (393, 1637, 649, 1661)
fraudeurs-title: FRAUDEURS!! (164, 500, 340, 527)
stats-label: Vaches à lait .... (124, 1493, 190, 1505)
col5-intro (1200, 92, 1457, 370)
divider (971, 1132, 1147, 1133)
paragraph: Soyez impitoyables pour les menteurs, qui forment l'exception ; mais n'insultez pas à la majorité qui est de bonne foi et qui se trompe sans le savoir ! (124, 885, 380, 922)
paragraph: L'illettré est un danger social dans un pays démocratique qui reconnaît le seul suffrage universel pour souverain. N'est-il pas exposé à devenir le jouet des ambitieux de toutes robes qui exploitent sa bonne foi et son ignorance. (931, 440, 1187, 488)
notes-article (393, 1548, 649, 1676)
paragraph: Le tableau des subventions accordées et des emprunts autorisés pour installation de maisons d'école, du 1er au 15 juin 1882, donne les résultats suivants : subventions, 2,052,325 fr. ; emprunts 1 million 798,900 francs. (393, 1586, 649, 1635)
paragraph: La date de cette réunion sera ultérieurement fixée. (674, 1024, 887, 1036)
foires-subtitle: Du 20 au 26 août 1882. (1278, 1630, 1379, 1642)
paragraph: M. Bessières dépose une proposition modifiant celle de la commission : la faculté laissée au maire de nommer la commission d'examen des transactions est remplacée par l'obligation. (124, 388, 380, 437)
stats-value: 1.812.932 (338, 1469, 380, 1481)
paragraph: Personne, d'ailleurs, n'avait eu le courage d'éclairer. (405, 486, 624, 498)
paragraph: 10° Toute infirmité constatée postérieurement à la date de l'entrée au service, dûment constatée, donnera droit, sauf celle constatée dans les rixes ou la débauche, à tout fonctionnaire ou agent, à une retraite proportionnée à ses années de services, si cette infirmité le met dans l'impossibilité de remplir ses fonctions ou d'en remplir d'autres. (662, 937, 918, 1022)
separations-demandes-list (1200, 426, 1457, 916)
paragraph: Un grand pas a été fait, mais combien nous sommes loin encore du but à atteindre. (931, 490, 1187, 515)
paragraph: Il est incontestable, en effet, qu'un préjudice a été causé à X..., lequel exerce un commerce important ; l'assignation qu'il a reçu en paiement de la somme de onze mille cent quatre-vingt-trois francs pour différence de bourse, et la publication que son nom a reçu à l'audience, pouvaient jeter des doutes sur sa solvabilité et de la méfiance dans l'esprit des personnes appelées à traiter des affaires avec lui, et partant de là, diminuer son crédit. (1200, 92, 1457, 189)
stats-value: 993.970 (346, 1481, 380, 1493)
paragraph: Le nombre des garçons fréquentant les écoles publiques laïques a été de 2,026,081, auxquels il faut ajouter 71,248 enfants fréquentant les écoles libres laïques. Le nombre des garçons recevant l'instruction primaire congréganiste a été de 288,070 pour les écoles publiques et de 182,340 pour les écoles libres. (662, 155, 918, 228)
paragraph: Mesdames, Messieurs, (943, 175, 1040, 187)
paragraph: Le Tribunal de commerce, qui veut toujours ménager la bourse des agents de change, devrait au moins leur donner le conseil de prévenir toute espèce d'erreur et de ne pas se livrer à une spéculation aussi dangereuse pour l'amour de la chicane. (1200, 191, 1457, 252)
paragraph: Appartenant au second arrondissement, nous avions pu, dès vendredi dernier, nous procurer sur les écoles primaires supérieures de cette section de la Ville quelques renseignements que nous nous sommes fait un plaisir et un devoir de porter à la connaissance du public avant l'heure même de la solennité. Nous étions inspirés par le désir d'obliger un grand nombre de nos abonnés, dont les fils et les filles fréquentent les écoles si habilement dirigées par M. Guillermain (rue Adélaïde-Perrin, 13), et par Madame Guillermain (rue d'Auvergne, 3). (662, 1084, 918, 1205)
fraudeurs-article (124, 536, 380, 1012)
tribunal-article (931, 1155, 1187, 1945)
partout-signature: PETIT-JEAN. (590, 1488, 649, 1500)
sequestres-list (1200, 1274, 1457, 1589)
paragraph: Joignant les deux instances comme connexe. (943, 1784, 1133, 1796)
paragraph: L'École de M. Bonnet a fait admettre quatre élèves à l'école normale de Rhône, un à l'Ecole centrale de Commerce, et a obtenu dix certificats d'études supérieures. (662, 1319, 918, 1356)
divider (411, 1507, 631, 1509)
